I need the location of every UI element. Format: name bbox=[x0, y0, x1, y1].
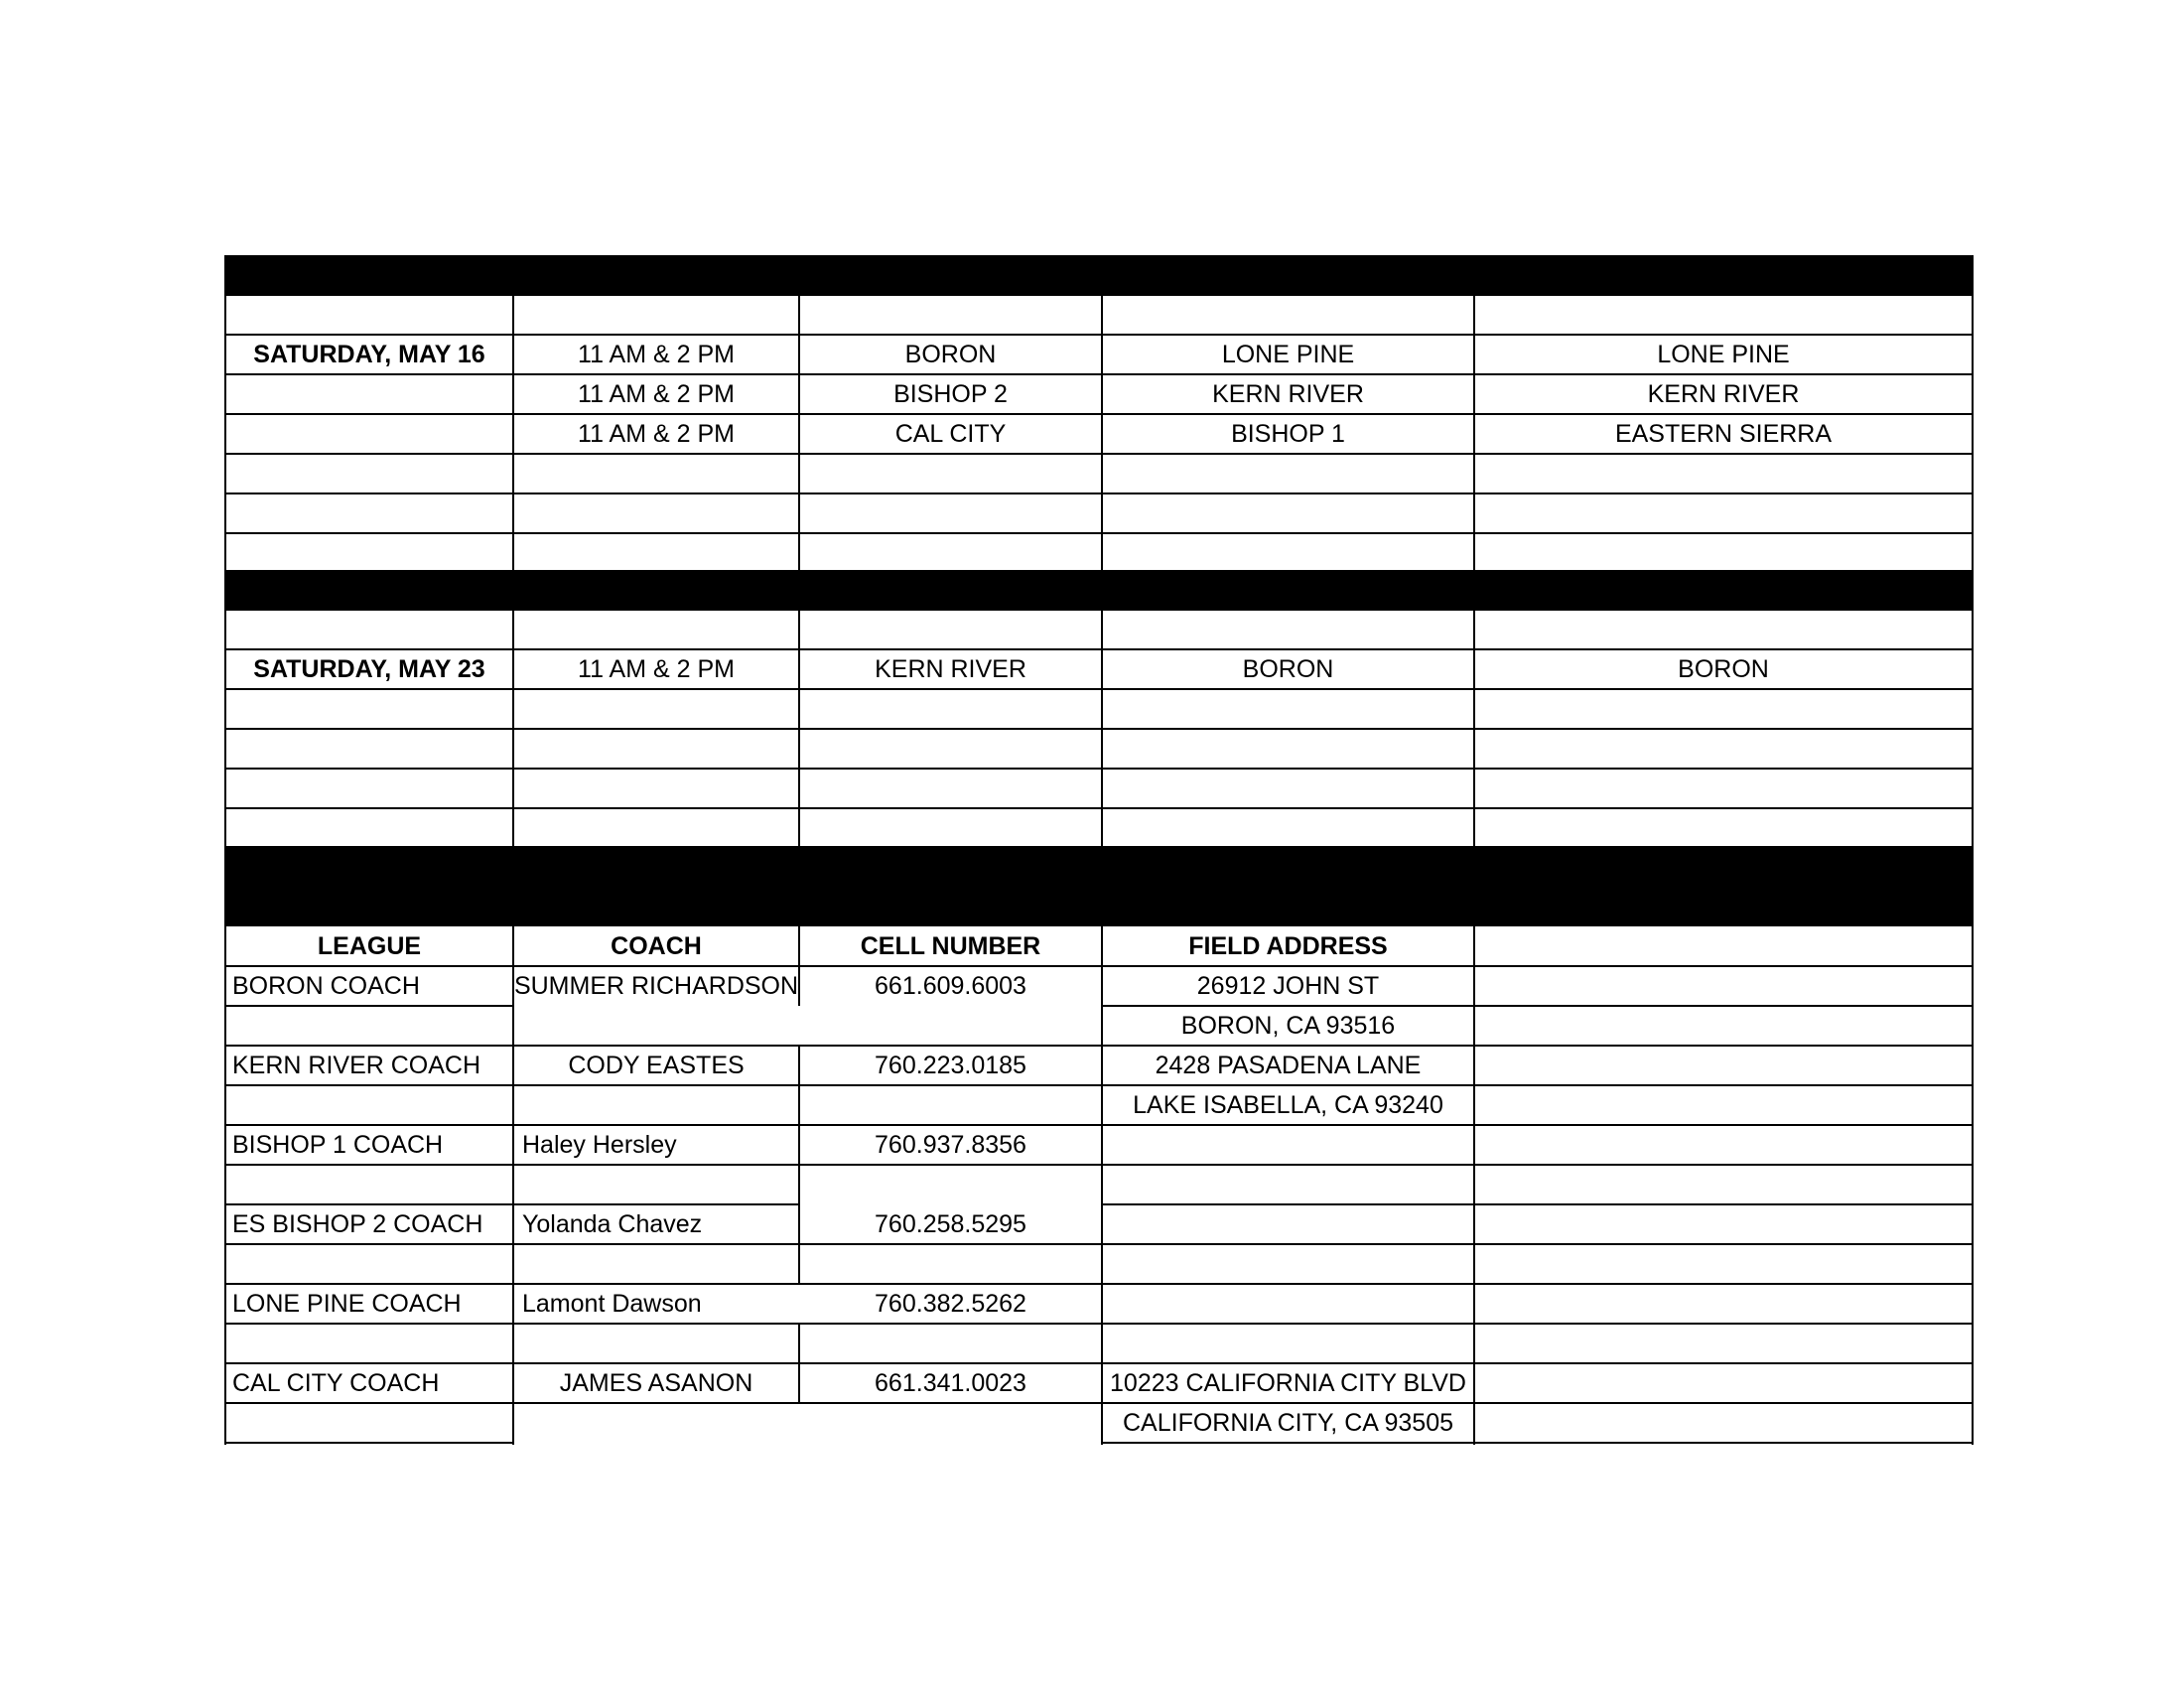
grid-line-h bbox=[224, 807, 1974, 809]
grid-line-v bbox=[1101, 610, 1103, 846]
header-band-contacts bbox=[224, 846, 1974, 926]
contact-bishop2-cell: 760.258.5295 bbox=[875, 1209, 1026, 1238]
week2-row1-team-a: KERN RIVER bbox=[875, 654, 1026, 683]
contact-boron-league: BORON COACH bbox=[232, 971, 420, 1000]
contact-boron-address2: BORON, CA 93516 bbox=[1180, 1011, 1396, 1040]
contact-boron-coach: SUMMER RICHARDSON bbox=[513, 971, 799, 1000]
contact-boron-cell: 661.609.6003 bbox=[875, 971, 1026, 1000]
contact-kern-river-coach: CODY EASTES bbox=[568, 1051, 745, 1079]
grid-line-h bbox=[224, 294, 1974, 296]
grid-line-v bbox=[1972, 295, 1974, 570]
header-band-middle bbox=[224, 570, 1974, 610]
grid-line-h bbox=[224, 1442, 512, 1444]
contact-bishop1-coach: Haley Hersley bbox=[522, 1130, 677, 1159]
week1-row1-location: LONE PINE bbox=[1657, 340, 1790, 368]
contacts-header-league: LEAGUE bbox=[317, 931, 422, 960]
grid-line-v bbox=[224, 610, 226, 846]
contact-cal-city-address2: CALIFORNIA CITY, CA 93505 bbox=[1122, 1408, 1454, 1437]
contact-lone-pine-coach: Lamont Dawson bbox=[522, 1289, 702, 1318]
grid-line-v bbox=[1972, 926, 1974, 1445]
week1-row2-time: 11 AM & 2 PM bbox=[578, 379, 735, 408]
grid-line-h bbox=[224, 728, 1974, 730]
week2-row1-location: BORON bbox=[1678, 654, 1769, 683]
contact-bishop2-league: ES BISHOP 2 COACH bbox=[232, 1209, 483, 1238]
week1-row3-location: EASTERN SIERRA bbox=[1614, 419, 1833, 448]
contacts-header-address: FIELD ADDRESS bbox=[1188, 931, 1388, 960]
contact-lone-pine-cell: 760.382.5262 bbox=[875, 1289, 1026, 1318]
week2-row1-team-b: BORON bbox=[1242, 654, 1334, 683]
week1-date: SATURDAY, MAY 16 bbox=[253, 340, 485, 368]
grid-line-v bbox=[1473, 610, 1475, 846]
grid-line-h bbox=[224, 768, 1974, 770]
contact-bishop2-coach: Yolanda Chavez bbox=[522, 1209, 703, 1238]
contact-cal-city-league: CAL CITY COACH bbox=[232, 1368, 440, 1397]
week2-date: SATURDAY, MAY 23 bbox=[253, 654, 485, 683]
contact-cal-city-coach: JAMES ASANON bbox=[559, 1368, 753, 1397]
grid-line-v bbox=[1972, 610, 1974, 846]
grid-line-h bbox=[224, 532, 1974, 534]
week1-row1-time: 11 AM & 2 PM bbox=[578, 340, 735, 368]
contact-cal-city-address1: 10223 CALIFORNIA CITY BLVD bbox=[1110, 1368, 1466, 1397]
contacts-header-cell: CELL NUMBER bbox=[860, 931, 1041, 960]
contact-kern-river-address2: LAKE ISABELLA, CA 93240 bbox=[1133, 1090, 1443, 1119]
grid-line-v bbox=[798, 610, 800, 846]
week1-row3-team-a: CAL CITY bbox=[894, 419, 1007, 448]
contact-kern-river-cell: 760.223.0185 bbox=[875, 1051, 1026, 1079]
contact-cal-city-cell: 661.341.0023 bbox=[875, 1368, 1026, 1397]
week1-row2-team-b: KERN RIVER bbox=[1212, 379, 1364, 408]
grid-line-h bbox=[224, 492, 1974, 494]
week1-row2-team-a: BISHOP 2 bbox=[893, 379, 1008, 408]
contact-bishop1-cell: 760.937.8356 bbox=[875, 1130, 1026, 1159]
contact-lone-pine-league: LONE PINE COACH bbox=[232, 1289, 462, 1318]
grid-line-h bbox=[1101, 1203, 1974, 1205]
grid-line-v bbox=[1473, 926, 1475, 1445]
contact-kern-river-league: KERN RIVER COACH bbox=[232, 1051, 481, 1079]
grid-line-h bbox=[224, 609, 1974, 611]
week1-row1-team-b: LONE PINE bbox=[1221, 340, 1355, 368]
header-band-top bbox=[224, 255, 1974, 295]
contact-boron-address1: 26912 JOHN ST bbox=[1196, 971, 1380, 1000]
week1-row1-team-a: BORON bbox=[904, 340, 997, 368]
week2-row1-time: 11 AM & 2 PM bbox=[578, 654, 735, 683]
week1-row3-time: 11 AM & 2 PM bbox=[578, 419, 735, 448]
contact-kern-river-address1: 2428 PASADENA LANE bbox=[1155, 1051, 1422, 1079]
week1-row3-team-b: BISHOP 1 bbox=[1231, 419, 1345, 448]
grid-line-v bbox=[512, 610, 514, 846]
grid-line-v bbox=[224, 295, 226, 570]
week1-row2-location: KERN RIVER bbox=[1647, 379, 1800, 408]
contact-bishop1-league: BISHOP 1 COACH bbox=[232, 1130, 444, 1159]
contacts-header-coach: COACH bbox=[611, 931, 702, 960]
